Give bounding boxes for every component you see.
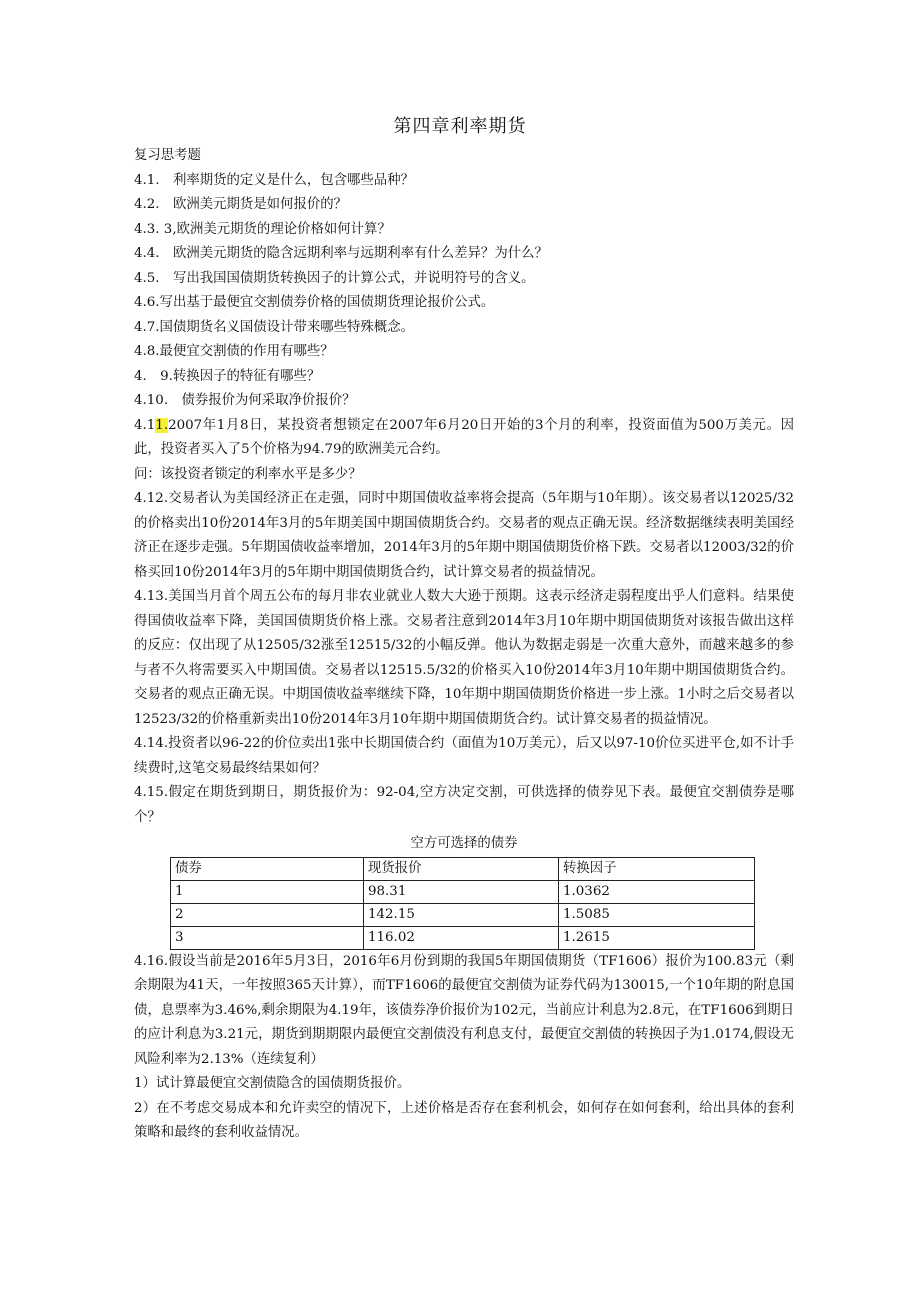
table-cell: 1.0362	[559, 880, 755, 903]
table-cell: 98.31	[364, 880, 559, 903]
table-caption: 空方可选择的债券	[410, 836, 518, 851]
question-4-3: 4.3. 3,欧洲美元期货的理论价格如何计算？	[134, 221, 391, 237]
question-4-9: 4. 9.转换因子的特征有哪些？	[134, 368, 321, 384]
question-4-15: 4.15.假定在期货到期日，期货报价为：92-04,空方决定交割，可供选择的债券见下表。最便宜交割债券是哪个？	[134, 785, 794, 825]
question-4-14: 4.14.投资者以96-22的价位卖出1张中长期国债合约（面值为10万美元），后又以97-10价位买进平仓,如不计手续费时,这笔交易最终结果如何？	[134, 736, 794, 776]
table-cell: 1.2615	[559, 926, 755, 949]
question-4-7: 4.7.国债期货名义国债设计带来哪些特殊概念。	[134, 319, 414, 335]
bond-table	[170, 857, 755, 950]
question-4-2: 4.2. 欧洲美元期货是如何报价的？	[134, 197, 348, 212]
table-header-cell: 现货报价	[364, 857, 559, 880]
table-header-cell: 债券	[171, 857, 364, 880]
question-4-11-ask: 问：该投资者锁定的利率水平是多少？	[134, 466, 362, 482]
question-4-11-number: 4.1	[134, 417, 156, 433]
question-4-5: 4.5. 写出我国国债期货转换因子的计算公式，并说明符号的含义。	[134, 270, 535, 286]
question-4-10: 4.10. 债券报价为何采取净价报价？	[134, 393, 356, 408]
table-row	[171, 880, 755, 903]
question-4-11-body: 2007年1月8日，某投资者想锁定在2007年6月20日开始的3个月的利率，投资面值为500万美元。因此，投资者买入了5个价格为94.79的欧洲美元合约。	[134, 417, 794, 457]
table-cell: 116.02	[364, 926, 559, 949]
table-header-cell: 转换因子	[559, 857, 755, 880]
question-4-12: 4.12.交易者认为美国经济正在走强，同时中期国债收益率将会提高（5年期与10年期）。该交易者以12025/32的价格卖出10份2014年3月的5年期美国中期国债期货合约。交易者的观点正确无误。经济数据继续表明美国经济正在逐步走强。5年期国债收益率增加，2014年3月的5年期中期国债期货价格下跌。交易者以12003/32的价格买回10份2014年3月的5年期中期国债期货合约，试计算交易者的损益情况。	[134, 491, 794, 580]
table-cell: 1.5085	[559, 903, 755, 926]
chapter-title: 第四章利率期货	[393, 116, 527, 137]
question-4-4: 4.4. 欧洲美元期货的隐含远期利率与远期利率有什么差异？为什么？	[134, 246, 548, 261]
question-4-16-part-1: 1）试计算最便宜交割债隐含的国债期货报价。	[134, 1076, 411, 1091]
question-4-11	[134, 414, 794, 463]
table-row	[171, 926, 755, 949]
question-4-16: 4.16.假设当前是2016年5月3日，2016年6月份到期的我国5年期国债期货（TF1606）报价为100.83元（剩余期限为41天，一年按照365天计算），而TF1606的最便宜交割债为证券代码为130015,一个10年期的附息国债，息票率为3.46%,剩余期限为4.19年，该债券净价报价为102元，当前应计利息为2.8元，在TF1606到期日的应计利息为3.21元，期货到期期限内最便宜交割债没有利息支付，最便宜交割债的转换因子为1.0174,假设无风险利率为2.13%（连续复利）	[134, 953, 794, 1067]
question-4-8: 4.8.最便宜交割债的作用有哪些？	[134, 344, 334, 359]
table-header-row	[171, 857, 755, 880]
table-row	[171, 903, 755, 926]
question-4-16-part-2: 2）在不考虑交易成本和允许卖空的情况下，上述价格是否存在套利机会，如何存在如何套利，给出具体的套利策略和最终的套利收益情况。	[134, 1100, 794, 1140]
highlighted-text: 1.	[155, 417, 169, 433]
question-4-6: 4.6.写出基于最便宜交割债券价格的国债期货理论报价公式。	[134, 295, 495, 310]
question-4-13: 4.13.美国当月首个周五公布的每月非农业就业人数大大逊于预期。这表示经济走弱程度出乎人们意料。结果使得国债收益率下降，美国国债期货价格上涨。交易者注意到2014年3月10年期中期国债期货对该报告做出这样的反应：仅出现了从12505/32涨至12515/32的小幅反弹。他认为数据走弱是一次重大意外，而越来越多的参与者不久将需要买入中期国债。交易者以12515.5/32的价格买入10份2014年3月10年期中期国债期货合约。交易者的观点正确无误。中期国债收益率继续下降，10年期中期国债期货价格进一步上涨。1小时之后交易者以12523/32的价格重新卖出10份2014年3月10年期中期国债期货合约。试计算交易者的损益情况。	[134, 589, 794, 727]
table-cell: 2	[171, 903, 364, 926]
table-cell: 3	[171, 926, 364, 949]
document-body	[134, 144, 794, 1146]
section-heading: 复习思考题	[134, 148, 201, 163]
table-cell: 142.15	[364, 903, 559, 926]
question-4-1: 4.1. 利率期货的定义是什么，包含哪些品种？	[134, 172, 414, 188]
table-cell: 1	[171, 880, 364, 903]
